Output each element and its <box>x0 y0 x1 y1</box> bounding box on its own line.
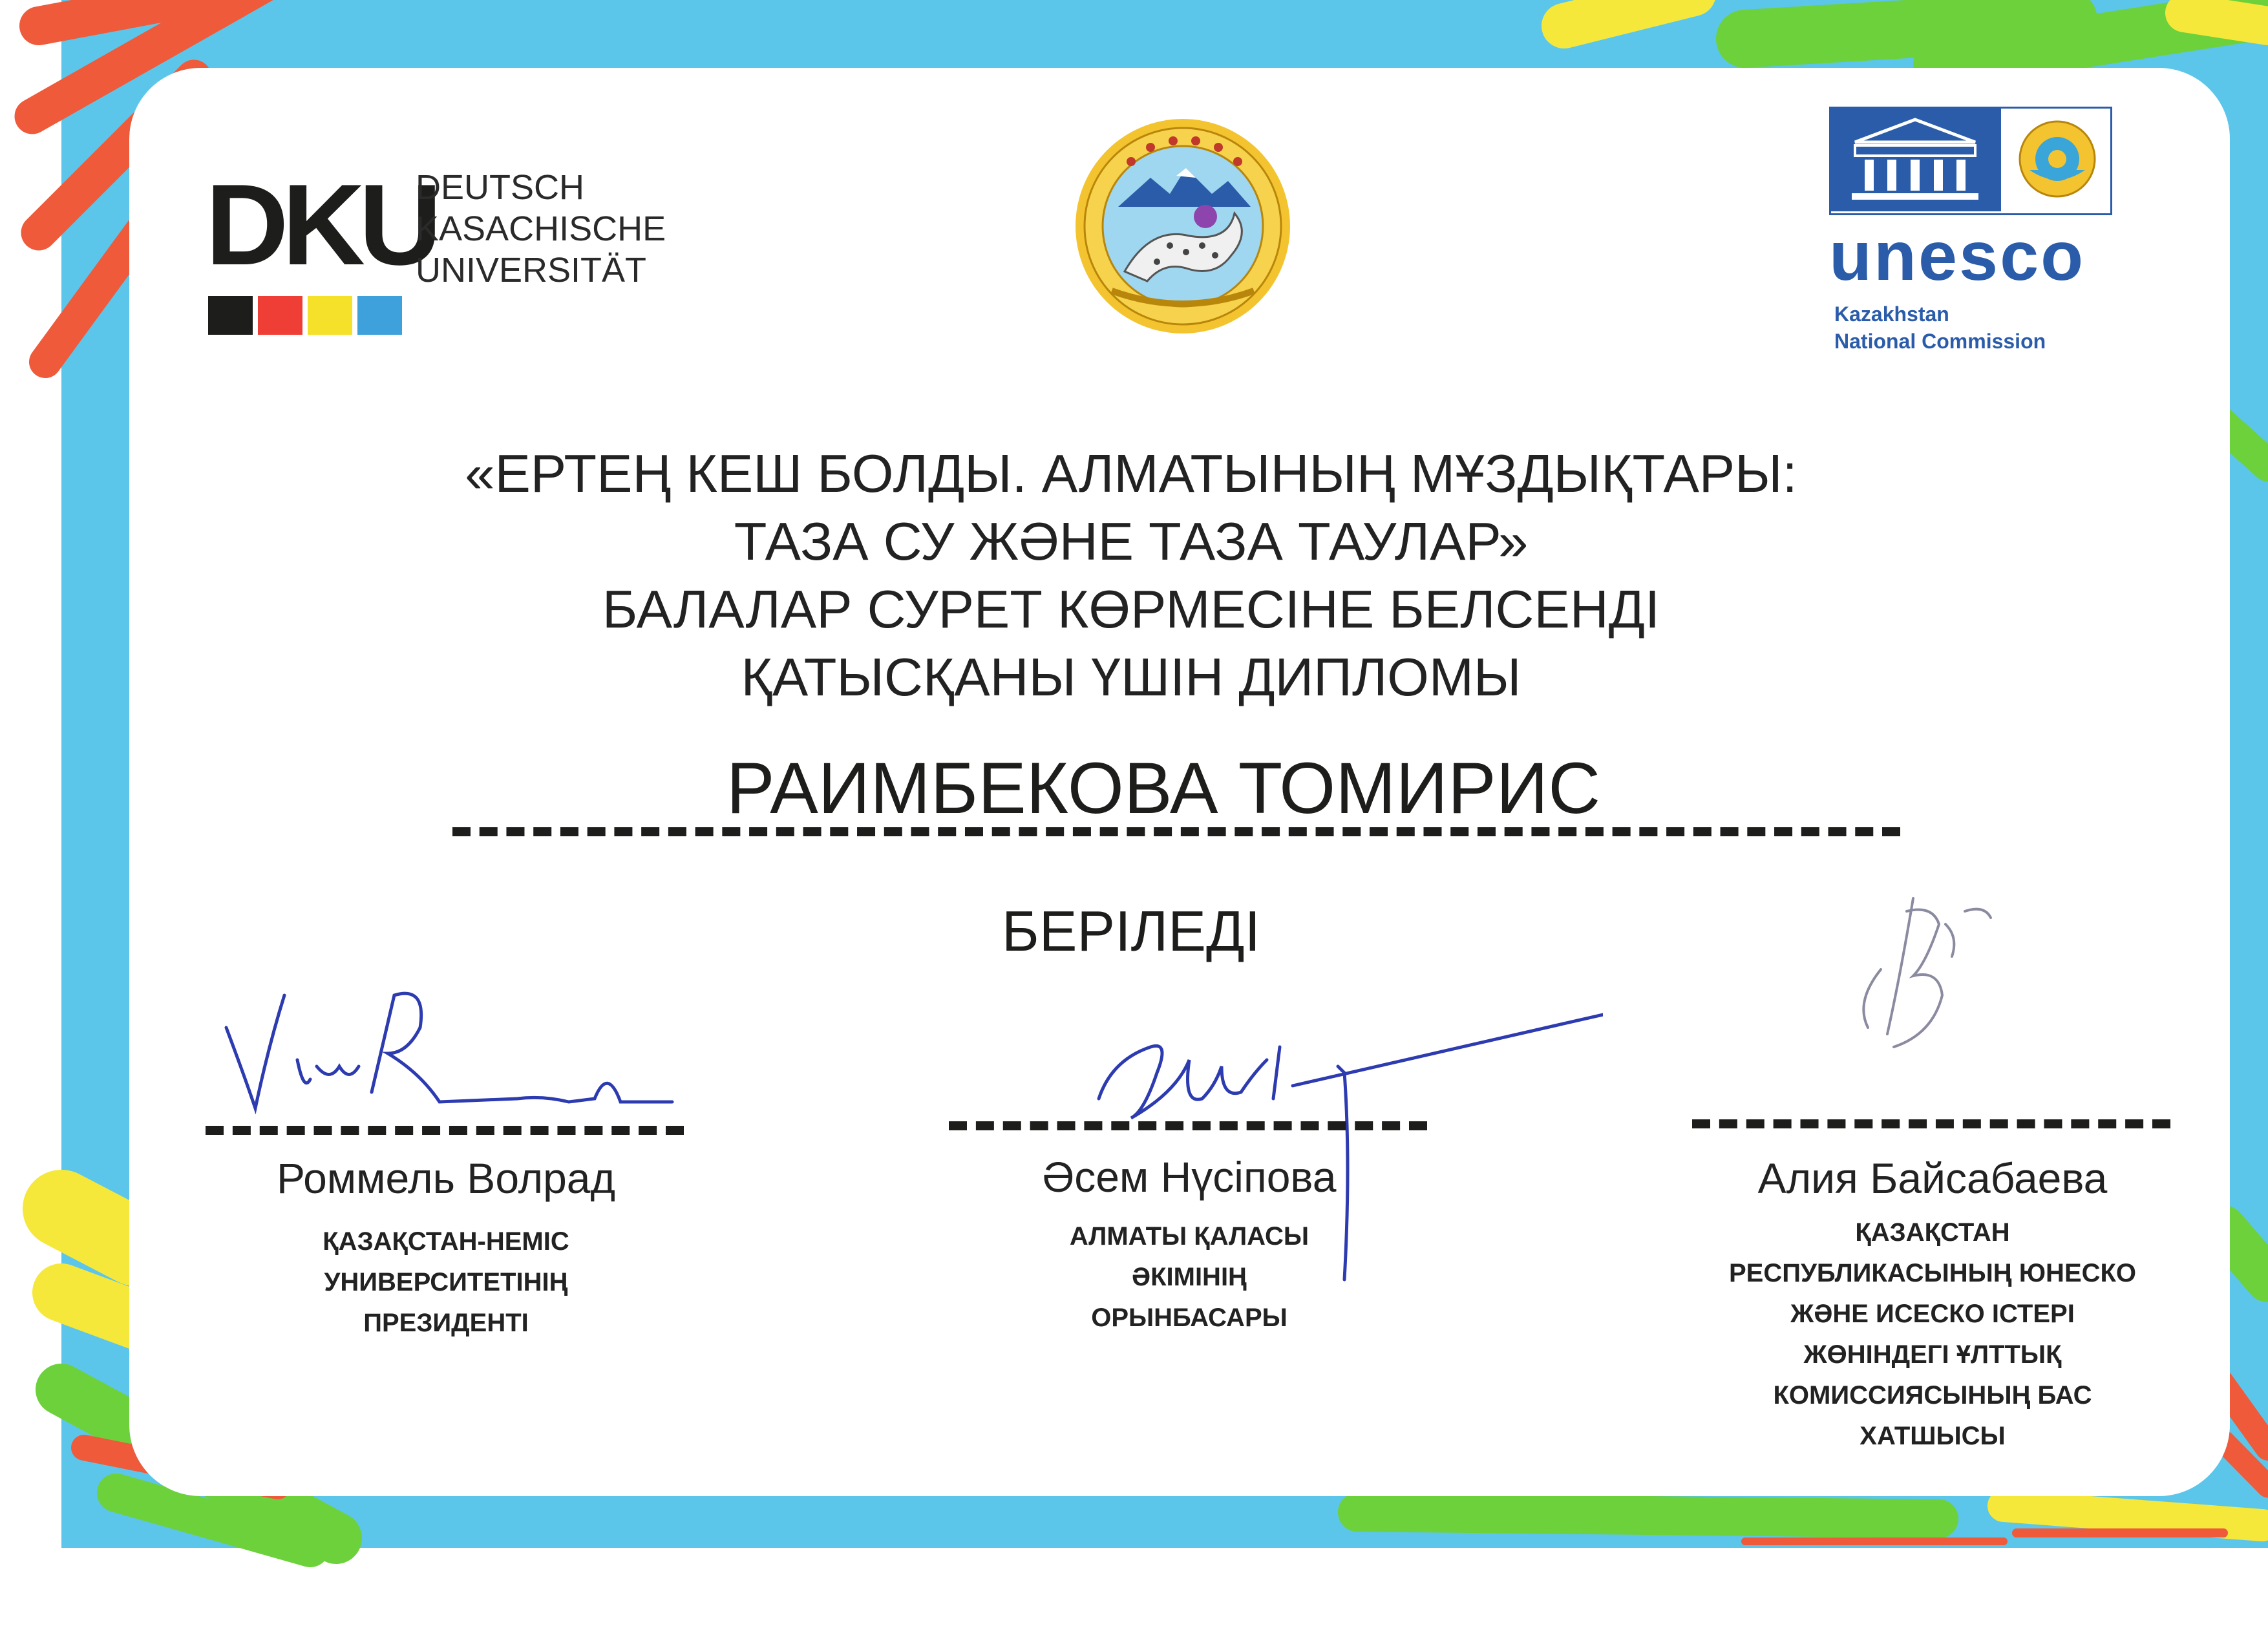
dku-stripe-black <box>208 296 253 335</box>
unesco-logo <box>1829 107 2133 359</box>
signer-3-role-line: ҚАЗАҚСТАН <box>1855 1218 2010 1247</box>
signer-3-role-line: РЕСПУБЛИКАСЫНЫҢ ЮНЕСКО <box>1728 1259 2137 1287</box>
signer-2-role-line: ОРЫНБАСАРЫ <box>1091 1304 1288 1332</box>
dku-word-3: UNIVERSITÄT <box>416 251 647 290</box>
signer-2-name: Әсем Нүсіпова <box>1042 1153 1337 1201</box>
unesco-wordmark: unesco <box>1829 217 2086 295</box>
unesco-subtitle-line-1: Kazakhstan <box>1834 302 1949 326</box>
unesco-temple-panel <box>1829 107 2001 211</box>
signer-1-role <box>155 1221 737 1344</box>
kazakhstan-emblem-icon <box>2017 118 2098 200</box>
recipient-dashed-line <box>452 827 1900 836</box>
signer-2-role <box>898 1216 1480 1338</box>
dku-stripe-blue <box>357 296 402 335</box>
dku-logo-letters: DKU <box>206 160 436 289</box>
unesco-subtitle <box>1834 301 2046 355</box>
certificate-title <box>259 439 2004 711</box>
signer-1-name: Роммель Волрад <box>276 1154 616 1202</box>
signer-3-role-line: ХАТШЫСЫ <box>1860 1422 2006 1450</box>
recipient-name: РАИМБЕКОВА ТОМИРИС <box>726 748 1601 829</box>
signature-3-line <box>1692 1119 2170 1128</box>
unesco-temple-icon <box>1829 107 2001 211</box>
title-line-1: «ЕРТЕҢ КЕШ БОЛДЫ. АЛМАТЫНЫҢ МҰЗДЫҚТАРЫ: <box>465 443 1797 503</box>
dku-word-1: DEUTSCH <box>416 168 585 207</box>
signer-3-role-line: КОМИССИЯСЫНЫҢ БАС <box>1773 1381 2092 1410</box>
signature-1-line <box>206 1126 684 1135</box>
title-line-3: БАЛАЛАР СУРЕТ КӨРМЕСІНЕ БЕЛСЕНДІ <box>602 579 1660 639</box>
signature-2-line <box>949 1121 1427 1130</box>
signer-1-role-line: УНИВЕРСИТЕТІНІҢ <box>324 1268 568 1296</box>
signer-3-role-line: ЖӨНІНДЕГІ ҰЛТТЫҚ <box>1803 1340 2062 1369</box>
dku-word-2: KASACHISCHE <box>416 209 666 248</box>
signer-2-role-line: АЛМАТЫ ҚАЛАСЫ <box>1069 1222 1309 1251</box>
almaty-emblem-icon <box>1073 116 1293 336</box>
dku-logo <box>206 160 710 309</box>
signer-1-role-line: ҚАЗАҚСТАН-НЕМІС <box>323 1227 569 1256</box>
signer-1-role-line: ПРЕЗИДЕНТІ <box>363 1309 529 1337</box>
awarded-text: БЕРІЛЕДІ <box>1001 899 1261 963</box>
unesco-subtitle-line-2: National Commission <box>1834 330 2046 353</box>
signer-3-role <box>1642 1212 2223 1457</box>
signer-3-name: Алия Байсабаева <box>1757 1154 2108 1202</box>
dku-stripe-red <box>258 296 302 335</box>
title-line-4: ҚАТЫСҚАНЫ ҮШІН ДИПЛОМЫ <box>741 647 1521 707</box>
title-line-2: ТАЗА СУ ЖӘНЕ ТАЗА ТАУЛАР» <box>734 511 1529 571</box>
signer-3-role-line: ЖӘНЕ ИСЕСКО ІСТЕРІ <box>1790 1300 2075 1328</box>
dku-stripe-yellow <box>308 296 352 335</box>
signer-2-role-line: ӘКІМІНІҢ <box>1132 1263 1247 1291</box>
dku-logo-words <box>416 167 666 291</box>
dku-color-stripes <box>208 296 402 335</box>
